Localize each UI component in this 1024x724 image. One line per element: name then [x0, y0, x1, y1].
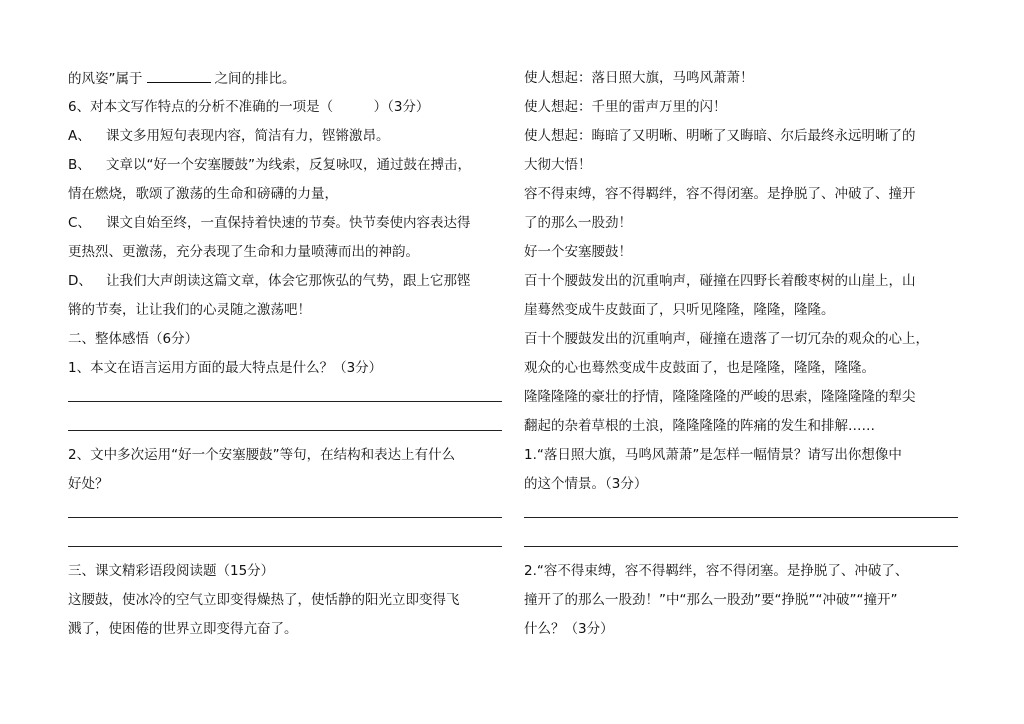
- passage-text: 翻起的杂着草根的土浪，隆隆隆隆的阵痛的发生和排解……: [524, 418, 875, 434]
- option-d-continued: 锵的节奏，让让我们的心灵随之激荡吧！: [68, 302, 311, 318]
- passage-text: 使人想起：晦暗了又明晰、明晰了又晦暗、尔后最终永远明晰了的: [524, 128, 916, 144]
- fill-blank: [147, 68, 211, 83]
- passage-text: 这腰鼓，使冰冷的空气立即变得燥热了，使恬静的阳光立即变得飞: [68, 592, 460, 608]
- answer-line: [524, 503, 958, 532]
- option-a: [68, 126, 502, 155]
- option-c-continued: 更热烈、更激荡，充分表现了生命和力量喷薄而出的神韵。: [68, 244, 419, 260]
- question-text: 2.“容不得束缚，容不得羁绊，容不得闭塞。是挣脱了、冲破了、: [524, 563, 909, 579]
- question-text: 的这个情景。（3分）: [524, 476, 648, 492]
- option-text: 文章以“好一个安塞腰鼓”为线索，反复咏叹，通过鼓在搏击，: [106, 157, 471, 173]
- answer-line: [524, 532, 958, 561]
- option-letter: C、: [68, 215, 91, 231]
- section-heading: 三、课文精彩语段阅读题（15分）: [68, 563, 275, 579]
- passage-text: 百十个腰鼓发出的沉重响声，碰撞在四野长着酸枣树的山崖上，山: [524, 273, 916, 289]
- option-text: 课文自始至终，一直保持着快速的节奏。快节奏使内容表达得: [106, 215, 471, 231]
- option-d: [68, 271, 502, 300]
- answer-line: [68, 532, 502, 561]
- passage-text: 好一个安塞腰鼓！: [524, 244, 632, 260]
- option-text: 让我们大声朗读这篇文章，体会它那恢弘的气势，跟上它那铿: [106, 273, 471, 289]
- passage-text: 百十个腰鼓发出的沉重响声，碰撞在遗落了一切冗杂的观众的心上，: [524, 331, 929, 347]
- question-6: 6、对本文写作特点的分析不准确的一项是（ ）（3分）: [68, 99, 430, 115]
- left-column: [68, 68, 502, 648]
- question-text: 好处？: [68, 476, 109, 492]
- option-letter: D、: [68, 273, 92, 289]
- text-line: [68, 68, 502, 97]
- passage-text: 观众的心也蓦然变成牛皮鼓面了，也是隆隆，隆隆，隆隆。: [524, 360, 875, 376]
- option-text: 课文多用短句表现内容，简洁有力，铿锵激昂。: [106, 128, 390, 144]
- option-letter: B、: [68, 157, 91, 173]
- passage-text: 了的那么一股劲！: [524, 215, 632, 231]
- answer-line: [68, 503, 502, 532]
- passage-text: 大彻大悟！: [524, 157, 592, 173]
- question-text: 1、本文在语言运用方面的最大特点是什么？（3分）: [68, 360, 383, 376]
- line-text: 之间的排比。: [214, 71, 296, 87]
- question-text: 2、文中多次运用“好一个安塞腰鼓”等句，在结构和表达上有什么: [68, 447, 456, 463]
- option-letter: A、: [68, 128, 91, 144]
- line-text: 的风姿”属于: [68, 71, 143, 87]
- question-text: 撞开了的那么一股劲！”中“那么一股劲”要“挣脱”“冲破”“撞开”: [524, 592, 898, 608]
- question-text: 什么？（3分）: [524, 621, 614, 637]
- option-c: [68, 213, 502, 242]
- answer-line: [68, 416, 502, 445]
- question-text: 1.“落日照大旗，马鸣风萧萧”是怎样一幅情景？请写出你想像中: [524, 447, 902, 463]
- option-b-continued: 情在燃烧，歌颂了激荡的生命和磅礴的力量，: [68, 186, 338, 202]
- section-heading: 二、整体感悟（6分）: [68, 331, 199, 347]
- option-b: [68, 155, 502, 184]
- passage-text: 使人想起：落日照大旗，马鸣风萧萧！: [524, 70, 754, 86]
- answer-line: [68, 387, 502, 416]
- passage-text: 崖蓦然变成牛皮鼓面了，只听见隆隆，隆隆，隆隆。: [524, 302, 835, 318]
- passage-text: 隆隆隆隆的豪壮的抒情，隆隆隆隆的严峻的思索，隆隆隆隆的犁尖: [524, 389, 916, 405]
- passage-text: 使人想起：千里的雷声万里的闪！: [524, 99, 727, 115]
- passage-text: 溅了，使困倦的世界立即变得亢奋了。: [68, 621, 298, 637]
- passage-text: 容不得束缚，容不得羁绊，容不得闭塞。是挣脱了、冲破了、撞开: [524, 186, 916, 202]
- right-column: [524, 68, 958, 648]
